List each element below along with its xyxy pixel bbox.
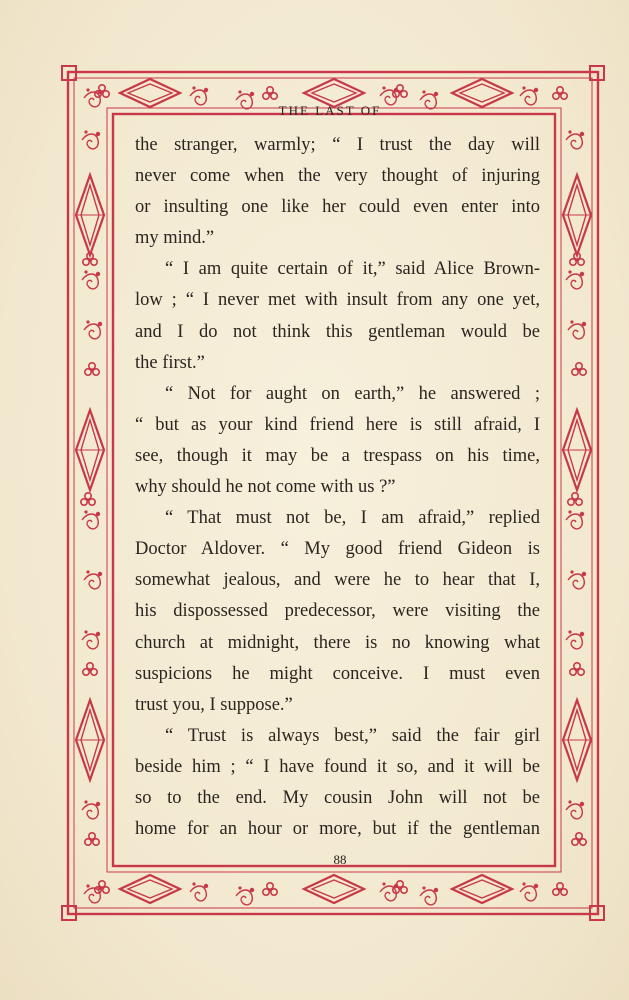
text-line: never come when the very thought of injuring [135,166,540,187]
text-line: somewhat jealous, and were he to hear that I, [135,570,540,591]
text-line: suspicions he might conceive. I must even [135,663,540,684]
text-line: low ; “ I never met with insult from any one yet, [135,290,540,311]
text-line: the first.” [135,352,205,373]
text-line: church at midnight, there is no knowing what [135,632,540,653]
text-line: or insulting one like her could even enter into [135,197,540,218]
text-line: “ Trust is always best,” said the fair girl [165,725,540,746]
text-line: “ I am quite certain of it,” said Alice Brown- [165,259,540,280]
text-line: “ Not for aught on earth,” he answered ; [165,383,540,404]
text-line: the stranger, warmly; “ I trust the day will [135,135,540,155]
body-text [135,130,540,845]
text-line: see, though it may be a trespass on his time, [135,445,540,466]
text-line: his dispossessed predecessor, were visiting the [135,601,540,622]
text-line: beside him ; “ I have found it so, and it will be [135,756,540,777]
text-line: why should he not come with us ?” [135,477,396,498]
text-line: “ but as your kind friend here is still afraid, I [135,414,540,435]
running-head: THE LAST OF [278,103,382,118]
page-number: 88 [333,852,347,867]
text-line: and I do not think this gentleman would be [135,321,540,342]
text-line: home for an hour or more, but if the gentleman [135,819,540,840]
text-line: so to the end. My cousin John will not be [135,787,540,808]
text-line: “ That must not be, I am afraid,” replied [165,508,540,529]
text-line: my mind.” [135,228,215,249]
text-line: Doctor Aldover. “ My good friend Gideon is [135,539,540,560]
text-line: trust you, I suppose.” [135,694,293,715]
